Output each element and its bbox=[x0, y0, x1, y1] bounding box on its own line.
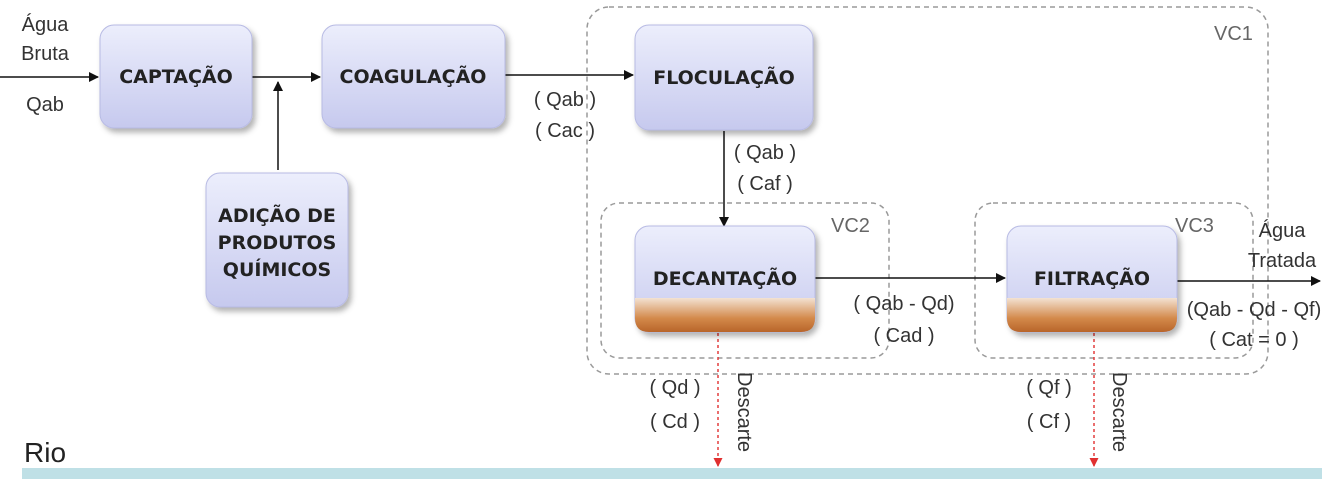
adicao-label-line2: PRODUTOS bbox=[217, 232, 337, 254]
box-decantacao bbox=[635, 226, 815, 332]
floc-dec-flow-label: ( Qab ) bbox=[733, 142, 797, 164]
dec-filt-flow-label: ( Qab - Qd) bbox=[853, 293, 955, 315]
filtracao-sediment bbox=[1007, 298, 1177, 332]
floculacao-label: FLOCULAÇÃO bbox=[653, 67, 795, 89]
decantacao-label: DECANTAÇÃO bbox=[652, 268, 798, 290]
coag-floc-conc-label: ( Cac ) bbox=[535, 120, 595, 142]
adicao-label-line3: QUÍMICOS bbox=[222, 259, 332, 281]
treated-flow-label: (Qab - Qd - Qf) bbox=[1186, 299, 1322, 321]
river-band bbox=[22, 468, 1322, 479]
decantacao-sediment bbox=[635, 298, 815, 332]
treated-water-label-line2: Tratada bbox=[1247, 250, 1317, 272]
raw-water-label-line1: Água bbox=[21, 14, 69, 36]
floc-dec-conc-label: ( Caf ) bbox=[737, 173, 793, 195]
river-label: Rio bbox=[24, 437, 67, 468]
filtracao-label: FILTRAÇÃO bbox=[1033, 268, 1151, 290]
vc1-label: VC1 bbox=[1214, 23, 1253, 45]
box-coagulacao bbox=[322, 25, 505, 128]
box-captacao bbox=[100, 25, 252, 128]
box-floculacao bbox=[635, 25, 813, 130]
filtracao-discharge-flow-label: ( Qf ) bbox=[1026, 377, 1072, 399]
dec-filt-conc-label: ( Cad ) bbox=[873, 325, 935, 347]
box-filtracao bbox=[1007, 226, 1177, 332]
vc3-label: VC3 bbox=[1175, 215, 1214, 237]
decantacao-discharge-conc-label: ( Cd ) bbox=[650, 411, 700, 433]
treated-conc-label: ( Cat = 0 ) bbox=[1209, 329, 1299, 351]
filtracao-discharge-conc-label: ( Cf ) bbox=[1026, 411, 1072, 433]
treated-water-label-line1: Água bbox=[1258, 220, 1306, 242]
box-adicao-produtos bbox=[206, 173, 348, 307]
decantacao-discharge-flow-label: ( Qd ) bbox=[649, 377, 701, 399]
vc2-label: VC2 bbox=[831, 215, 870, 237]
filtracao-descarte-label: Descarte bbox=[1108, 372, 1130, 453]
raw-water-label-line2: Bruta bbox=[21, 43, 69, 65]
captacao-label: CAPTAÇÃO bbox=[119, 66, 233, 88]
decantacao-descarte-label: Descarte bbox=[733, 372, 755, 453]
coagulacao-label: COAGULAÇÃO bbox=[339, 66, 487, 88]
coag-floc-flow-label: ( Qab ) bbox=[533, 89, 597, 111]
raw-water-flow-label: Qab bbox=[26, 94, 64, 116]
adicao-label-line1: ADIÇÃO DE bbox=[218, 205, 336, 227]
